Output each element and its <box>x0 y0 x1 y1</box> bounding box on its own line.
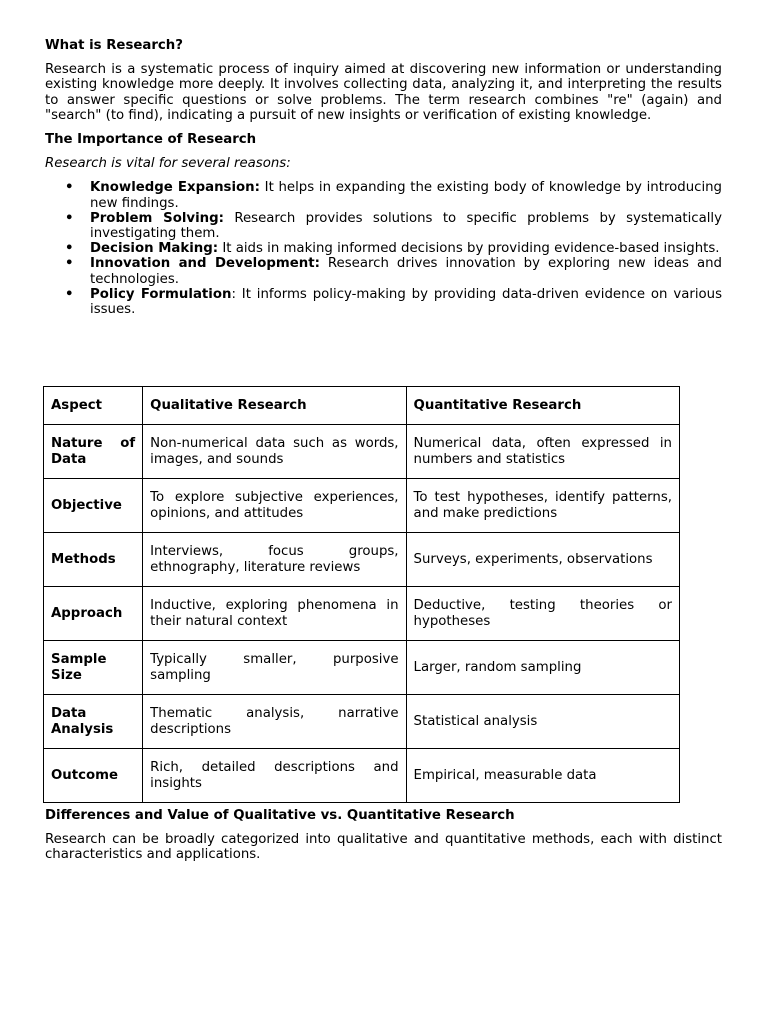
bullet-icon: • <box>65 210 74 226</box>
list-item <box>45 256 722 286</box>
list-item <box>45 241 722 256</box>
table-header-row <box>44 387 680 425</box>
heading-importance: The Importance of Research <box>45 132 257 148</box>
table-row <box>44 695 680 749</box>
reason-term: Problem Solving: <box>90 210 224 226</box>
cell-aspect: Objective <box>44 479 143 533</box>
cell-aspect: Sample Size <box>44 641 143 695</box>
heading-what-is-research: What is Research? <box>45 38 183 53</box>
cell-quantitative: Empirical, measurable data <box>406 749 679 803</box>
cell-qualitative: Inductive, exploring phenomena in their natural context <box>143 587 406 641</box>
table-row <box>44 533 680 587</box>
cell-qualitative: Non-numerical data such as words, images, and sounds <box>143 425 406 479</box>
cell-qualitative: Interviews, focus groups, ethnography, literature reviews <box>143 533 406 587</box>
cell-qualitative: Typically smaller, purposive sampling <box>143 641 406 695</box>
reason-text: It helps in expanding the existing body of knowledge by introducing new findings. <box>90 180 723 211</box>
header-aspect: Aspect <box>44 387 143 425</box>
list-item <box>45 211 722 241</box>
list-item <box>45 180 722 210</box>
cell-qualitative: To explore subjective experiences, opinions, and attitudes <box>143 479 406 533</box>
table-row <box>44 479 680 533</box>
importance-lead: Research is vital for several reasons: <box>45 156 291 172</box>
heading-differences: Differences and Value of Qualitative vs. Quantitative Research <box>45 808 515 823</box>
comparison-table <box>43 386 680 803</box>
list-item <box>45 287 722 317</box>
cell-aspect: Nature of Data <box>44 425 143 479</box>
table-row <box>44 641 680 695</box>
cell-quantitative: To test hypotheses, identify patterns, and make predictions <box>406 479 679 533</box>
cell-quantitative: Numerical data, often expressed in numbers and statistics <box>406 425 679 479</box>
differences-section <box>45 808 722 863</box>
reason-term: Knowledge Expansion: <box>90 180 260 196</box>
bullet-icon: • <box>65 286 74 302</box>
reason-term: Policy Formulation <box>90 286 232 302</box>
bullet-icon: • <box>65 241 74 257</box>
table-row <box>44 425 680 479</box>
cell-qualitative: Rich, detailed descriptions and insights <box>143 749 406 803</box>
reason-term: Decision Making: <box>90 241 219 257</box>
bullet-icon: • <box>65 180 74 196</box>
cell-aspect: Outcome <box>44 749 143 803</box>
cell-aspect: Data Analysis <box>44 695 143 749</box>
reason-text: It aids in making informed decisions by providing evidence-based insights. <box>218 241 720 257</box>
reason-text: : It informs policy-making by providing data-driven evidence on various issues. <box>90 286 723 318</box>
intro-paragraph: Research is a systematic process of inquiry aimed at discovering new information or understanding existing knowledge more deeply. It involves collecting data, analyzing it, and interpreting the results to answer specific questions or solve problems. The term research combines "re" (again) and "search" (to find), indicating a pursuit of new insights or verification of existing knowledge. <box>45 62 722 123</box>
header-quantitative: Quantitative Research <box>406 387 679 425</box>
reasons-list <box>45 180 722 317</box>
cell-aspect: Methods <box>44 533 143 587</box>
closing-paragraph: Research can be broadly categorized into qualitative and quantitative methods, each with distinct characteristics and applications. <box>45 832 722 863</box>
table-row <box>44 749 680 803</box>
header-qualitative: Qualitative Research <box>143 387 406 425</box>
cell-qualitative: Thematic analysis, narrative descriptions <box>143 695 406 749</box>
reason-term: Innovation and Development: <box>90 256 320 272</box>
reason-text: Research provides solutions to specific problems by systematically investigating them. <box>90 210 722 242</box>
table-row <box>44 587 680 641</box>
cell-quantitative: Larger, random sampling <box>406 641 679 695</box>
cell-quantitative: Surveys, experiments, observations <box>406 533 679 587</box>
document-body <box>45 38 722 317</box>
cell-quantitative: Statistical analysis <box>406 695 679 749</box>
bullet-icon: • <box>65 256 74 272</box>
cell-quantitative: Deductive, testing theories or hypotheses <box>406 587 679 641</box>
cell-aspect: Approach <box>44 587 143 641</box>
reason-text: Research drives innovation by exploring new ideas and technologies. <box>90 256 722 287</box>
